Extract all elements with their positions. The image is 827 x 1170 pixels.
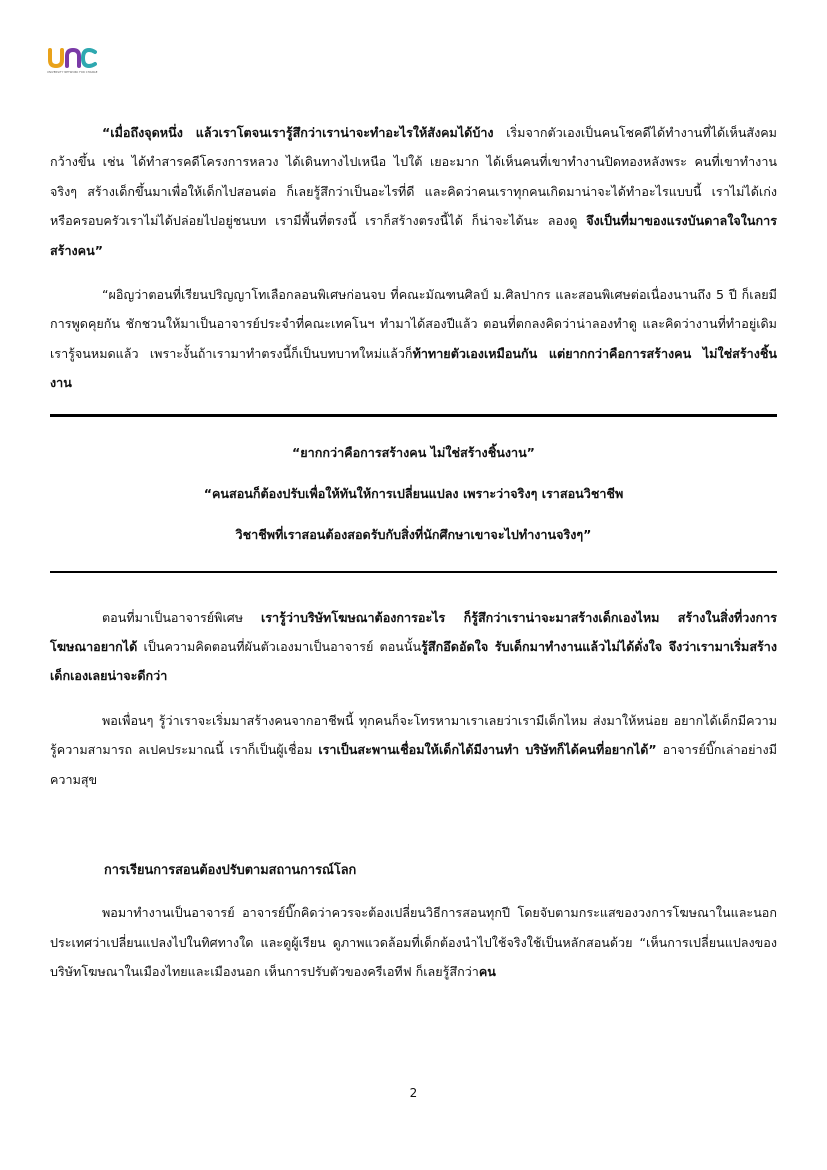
paragraph-1 [50, 118, 777, 265]
bold-text: จึงเป็นที่มาของแรงบันดาลใจในการสร้างคน” [50, 213, 777, 258]
paragraph-4 [50, 706, 777, 794]
logo-subtitle: UNIVERSITY NETWORK FOR CHANGE [47, 71, 98, 74]
body-text: เริ่มจากตัวเองเป็นคนโชคดีได้ทำงานที่ได้เห็นสังคมกว้างขึ้น เช่น ได้ทำสารคดีโครงการหลวง ได้เดินทางไปเหนือ ไปใต้ เยอะมาก ได้เห็นคนที่เขาทำงานปิดทองหลังพระ คนที่เขาทำงานจริงๆ สร้างเด็กขึ้นมาเพื่อให้เด็กไปสอนต่อ ก็เลยรู้สึกว่าเป็นอะไรที่ดี และคิดว่าคนเราทุกคนเกิดมาน่าจะได้ทำอะไรแบบนี้ เราไม่ได้เก่ง หรือครอบครัวเราไม่ได้ปล่อยไปอยู่ชนบท เรามีพื้นที่ตรงนี้ เราก็สร้างตรงนี้ได้ ก็น่าจะได้นะ ลองดู [50, 125, 777, 229]
quote-line: “ยากกว่าคือการสร้างคน ไม่ใช่สร้างชิ้นงาน” [292, 444, 535, 460]
logo-letter-c [83, 50, 95, 66]
bold-text: เราเป็นสะพานเชื่อมให้เด็กได้มีงานทำ บริษัทก็ได้คนที่อยากได้” [318, 742, 657, 758]
paragraph-2 [50, 280, 777, 398]
unc-logo [47, 47, 97, 79]
page-number: 2 [409, 1086, 418, 1100]
logo-letter-u [50, 50, 62, 66]
bold-text: รู้สึกอึดอัดใจ รับเด็กมาทำงานแล้วไม่ได้ดั่งใจ จึงว่าเรามาเริ่มสร้างเด็กเองเลยน่าจะดีกว่า [50, 639, 777, 684]
unc-logo-icon [47, 47, 97, 69]
body-text: ตอนที่มาเป็นอาจารย์พิเศษ [102, 609, 261, 625]
paragraph-5 [50, 898, 777, 986]
pull-quote [50, 414, 777, 573]
bold-text: “เมื่อถึงจุดหนึ่ง แล้วเราโตจนเรารู้สึกว่าเราน่าจะทำอะไรให้สังคมได้บ้าง [102, 125, 494, 140]
quote-line: วิชาชีพที่เราสอนต้องสอดรับกับสิ่งที่นักศึกษาเขาจะไปทำงานจริงๆ” [235, 526, 592, 542]
bold-text: ท้าทายตัวเองเหมือนกัน แต่ยากกว่าคือการสร้างคน ไม่ใช่สร้างชิ้นงาน [50, 345, 777, 391]
body-text: พอมาทำงานเป็นอาจารย์ อาจารย์บิ๊กคิดว่าควรจะต้องเปลี่ยนวิธีการสอนทุกปี โดยจับตามกระแสของวงการโฆษณาในและนอกประเทศว่าเปลี่ยนแปลงไปในทิศทางใด และดูผู้เรียน ดูภาพแวดล้อมที่เด็กต้องนำไปใช้จริงใช้เป็นหลักสอนด้วย “เห็นการเปลี่ยนแปลงของบริษัทโฆษณาในเมืองไทยและเมืองนอก เห็นการปรับตัวของครีเอทีฟ ก็เลยรู้สึกว่า [50, 905, 777, 979]
body-text: เป็นความคิดตอนที่ผันตัวเองมาเป็นอาจารย์ ตอนนั้น [137, 639, 422, 655]
body-text: พอเพื่อนๆ รู้ว่าเราจะเริ่มมาสร้างคนจากอาชีพนี้ ทุกคนก็จะโทรหามาเราเลยว่าเรามีเด็กไหม ส่งมาให้หน่อย อยากได้เด็กมีความรู้ความสามารถ ลเปคประมาณนี้ เราก็เป็นผู้เชื่อม [50, 712, 777, 758]
logo-letter-n [67, 50, 79, 66]
bold-text: เรารู้ว่าบริษัทโฆษณาต้องการอะไร ก็รู้สึกว่าเราน่าจะมาสร้างเด็กเองไหม สร้างในสิ่งที่วงการโฆษณาอยากได้ [50, 609, 777, 655]
article-body [50, 118, 777, 986]
body-text: อาจารย์บิ๊กเล่าอย่างมีความสุข [50, 742, 778, 787]
paragraph-3 [50, 603, 777, 691]
section-heading: การเรียนการสอนต้องปรับตามสถานการณ์โลก [104, 863, 357, 879]
body-text: “ผอิญว่าตอนที่เรียนปริญญาโทเลือกลอนพิเศษก่อนจบ ที่คณะมัณฑนศิลป์ ม.ศิลปากร และสอนพิเศษต่อเนื่องนานถึง 5 ปี ก็เลยมีการพูดคุยกัน ชักชวนให้มาเป็นอาจารย์ประจำที่คณะเทคโนฯ ทำมาได้สองปีแล้ว ตอนที่ตกลงคิดว่าน่าลองทำดู และคิดว่างานที่ทำอยู่เดิมเรารู้จนหมดแล้ว เพราะงั้นถ้าเรามาทำตรงนี้ก็เป็นบทบาทใหม่แล้วก็ [50, 287, 777, 361]
bold-text: คน [478, 963, 496, 979]
quote-line: “คนสอนก็ต้องปรับเพื่อให้ทันให้การเปลี่ยนแปลง เพราะว่าจริงๆ เราสอนวิชาชีพ [203, 485, 624, 501]
